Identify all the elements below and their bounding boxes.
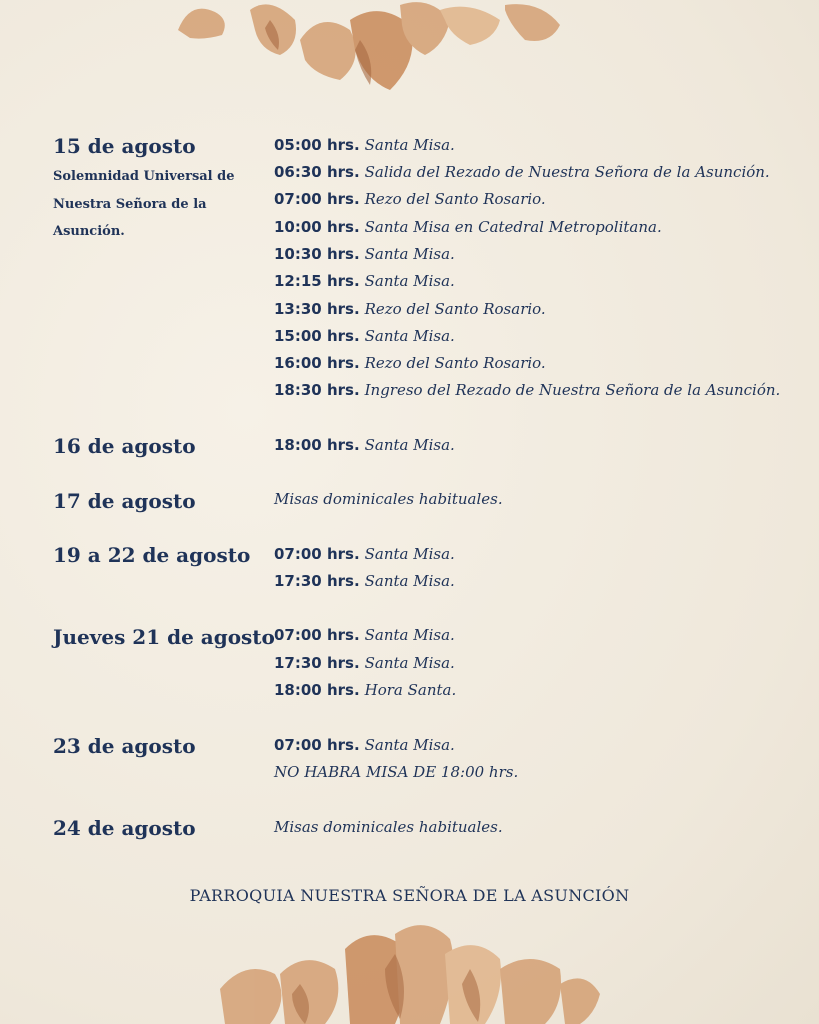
entry-time: 18:30 hrs. [274, 381, 360, 399]
entry-time: 10:00 hrs. [274, 218, 360, 236]
date-heading: 24 de agosto [53, 816, 196, 840]
entry-time: 18:00 hrs. [274, 436, 360, 454]
entry-time: 10:30 hrs. [274, 245, 360, 263]
entry-description: Salida del Rezado de Nuestra Señora de la Asunción. [364, 163, 770, 181]
date-heading: 15 de agosto [53, 134, 196, 158]
entry-description: Santa Misa. [364, 736, 455, 754]
entry-description: Santa Misa. [364, 327, 455, 345]
schedule-entry [274, 626, 455, 644]
entry-description: Santa Misa. [364, 272, 455, 290]
date-heading: Jueves 21 de agosto [53, 625, 275, 649]
entry-description: Misas dominicales habituales. [274, 818, 503, 836]
schedule-entry [274, 272, 455, 290]
entry-time: 15:00 hrs. [274, 327, 360, 345]
entry-description: Santa Misa. [364, 572, 455, 590]
schedule-entry [274, 818, 503, 836]
schedule-entry [274, 218, 662, 236]
solemnity-note-line: Solemnidad Universal de [53, 169, 235, 184]
solemnity-note-line: Asunción. [53, 224, 125, 239]
entry-time: 05:00 hrs. [274, 136, 360, 154]
schedule-entry [274, 163, 770, 181]
date-heading: 16 de agosto [53, 434, 196, 458]
solemnity-note-line: Nuestra Señora de la [53, 196, 207, 212]
schedule-entry [274, 136, 455, 154]
date-heading: 23 de agosto [53, 734, 196, 758]
entry-time: 17:30 hrs. [274, 654, 360, 672]
solemnity-note [53, 163, 243, 246]
entry-description: Santa Misa. [364, 545, 455, 563]
entry-time: 18:00 hrs. [274, 681, 360, 699]
parish-name-footer: PARROQUIA NUESTRA SEÑORA DE LA ASUNCIÓN [189, 886, 630, 905]
entry-time: 12:15 hrs. [274, 272, 360, 290]
schedule-entry [274, 354, 546, 372]
date-heading: 19 a 22 de agosto [53, 543, 251, 567]
entry-time: 07:00 hrs. [274, 736, 360, 754]
floral-decoration-bottom [0, 914, 819, 1024]
entry-description: Rezo del Santo Rosario. [364, 354, 546, 372]
schedule-entry [274, 736, 455, 754]
entry-description: Santa Misa. [364, 626, 455, 644]
entry-time: 07:00 hrs. [274, 190, 360, 208]
entry-description: Santa Misa. [364, 436, 455, 454]
entry-description: Rezo del Santo Rosario. [364, 190, 546, 208]
schedule-entry [274, 190, 546, 208]
entry-time: 13:30 hrs. [274, 300, 360, 318]
entry-description: NO HABRA MISA DE 18:00 hrs. [274, 763, 519, 781]
entry-description: Ingreso del Rezado de Nuestra Señora de la Asunción. [364, 381, 781, 399]
entry-description: Santa Misa en Catedral Metropolitana. [364, 218, 662, 236]
entry-description: Santa Misa. [364, 136, 455, 154]
schedule-entry [274, 327, 455, 345]
schedule-entry [274, 436, 455, 454]
entry-description: Hora Santa. [364, 681, 457, 699]
entry-description: Santa Misa. [364, 245, 455, 263]
schedule-entry [274, 545, 455, 563]
entry-description: Rezo del Santo Rosario. [364, 300, 546, 318]
entry-time: 17:30 hrs. [274, 572, 360, 590]
schedule-entry [274, 490, 503, 508]
schedule-entry [274, 572, 455, 590]
date-heading: 17 de agosto [53, 489, 196, 513]
entry-time: 16:00 hrs. [274, 354, 360, 372]
entry-time: 06:30 hrs. [274, 163, 360, 181]
schedule-entry [274, 681, 456, 699]
schedule-entry [274, 763, 518, 781]
schedule-entry [274, 300, 546, 318]
schedule-entry [274, 245, 455, 263]
schedule-entry [274, 654, 455, 672]
schedule-entry [274, 381, 780, 399]
entry-description: Misas dominicales habituales. [274, 490, 503, 508]
entry-description: Santa Misa. [364, 654, 455, 672]
entry-time: 07:00 hrs. [274, 626, 360, 644]
floral-decoration-top [0, 0, 819, 100]
entry-time: 07:00 hrs. [274, 545, 360, 563]
